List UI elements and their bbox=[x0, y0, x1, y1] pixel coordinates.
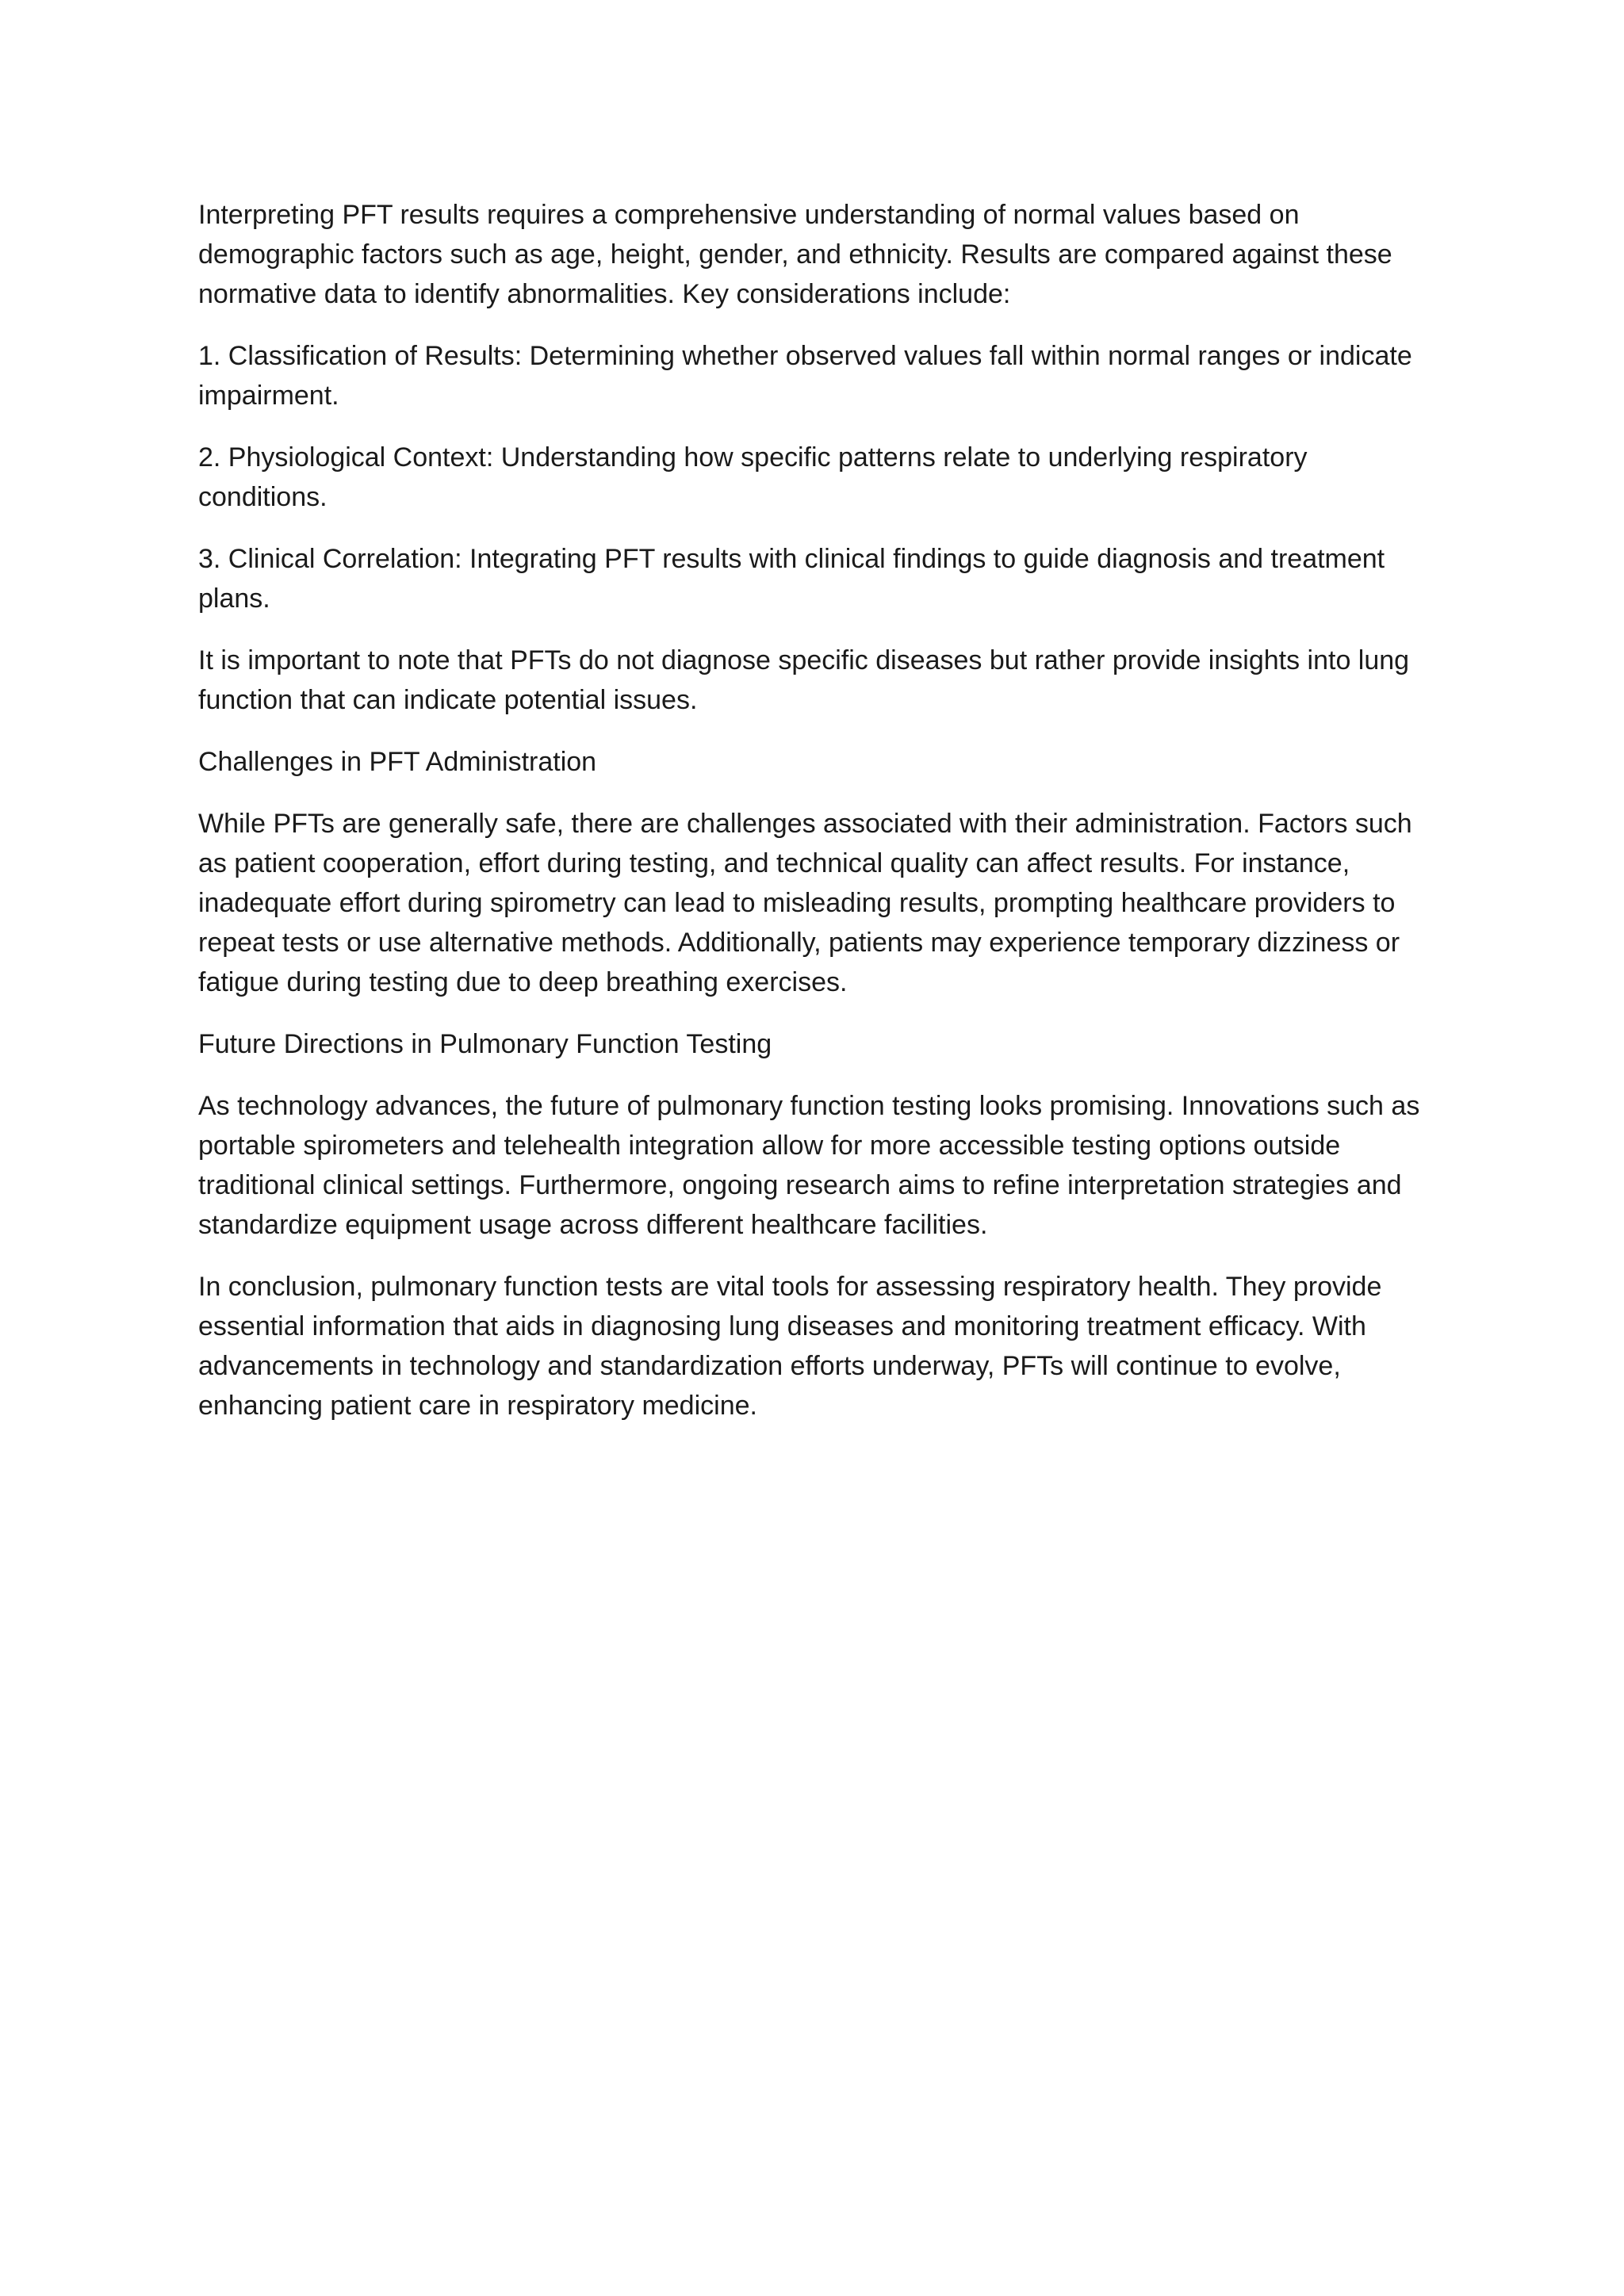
intro-paragraph: Interpreting PFT results requires a comprehensive understanding of normal values based on demographic factors such as age, height, gender, and ethnicity. Results are compared against these normative data to identify abnormalities. Key considerations include: bbox=[198, 200, 1392, 309]
conclusion-paragraph: In conclusion, pulmonary function tests are vital tools for assessing respiratory health. They provide essential information that aids in diagnosing lung diseases and monitoring treatment efficacy. With advancements in technology and standardization efforts underway, PFTs will continue to evolve, enhancing patient care in respiratory medicine. bbox=[198, 1272, 1382, 1421]
future-paragraph: As technology advances, the future of pulmonary function testing looks promising. Innovations such as portable spirometers and telehealth integration allow for more accessible testing options outside traditional clinical settings. Furthermore, ongoing research aims to refine interpretation strategies and standardize equipment usage across different healthcare facilities. bbox=[198, 1091, 1420, 1240]
challenges-paragraph: While PFTs are generally safe, there are challenges associated with their administration. Factors such as patient cooperation, effort during testing, and technical quality can affect results. For instance, inadequate effort during spirometry can lead to misleading results, prompting healthcare providers to repeat tests or use alternative methods. Additionally, patients may experience temporary dizziness or fatigue during testing due to deep breathing exercises. bbox=[198, 809, 1412, 997]
section-heading-future: Future Directions in Pulmonary Function Testing bbox=[198, 1029, 772, 1059]
note-paragraph: It is important to note that PFTs do not diagnose specific diseases but rather provide insights into lung function that can indicate potential issues. bbox=[198, 645, 1410, 715]
list-item-clinical-correlation: 3. Clinical Correlation: Integrating PFT results with clinical findings to guide diagnosis and treatment plans. bbox=[198, 544, 1385, 614]
list-item-classification: 1. Classification of Results: Determining whether observed values fall within normal ranges or indicate impairment. bbox=[198, 341, 1412, 411]
document-body bbox=[198, 195, 1443, 1448]
section-heading-challenges: Challenges in PFT Administration bbox=[198, 747, 597, 777]
list-item-physiological-context: 2. Physiological Context: Understanding how specific patterns relate to underlying respiratory conditions. bbox=[198, 442, 1308, 512]
